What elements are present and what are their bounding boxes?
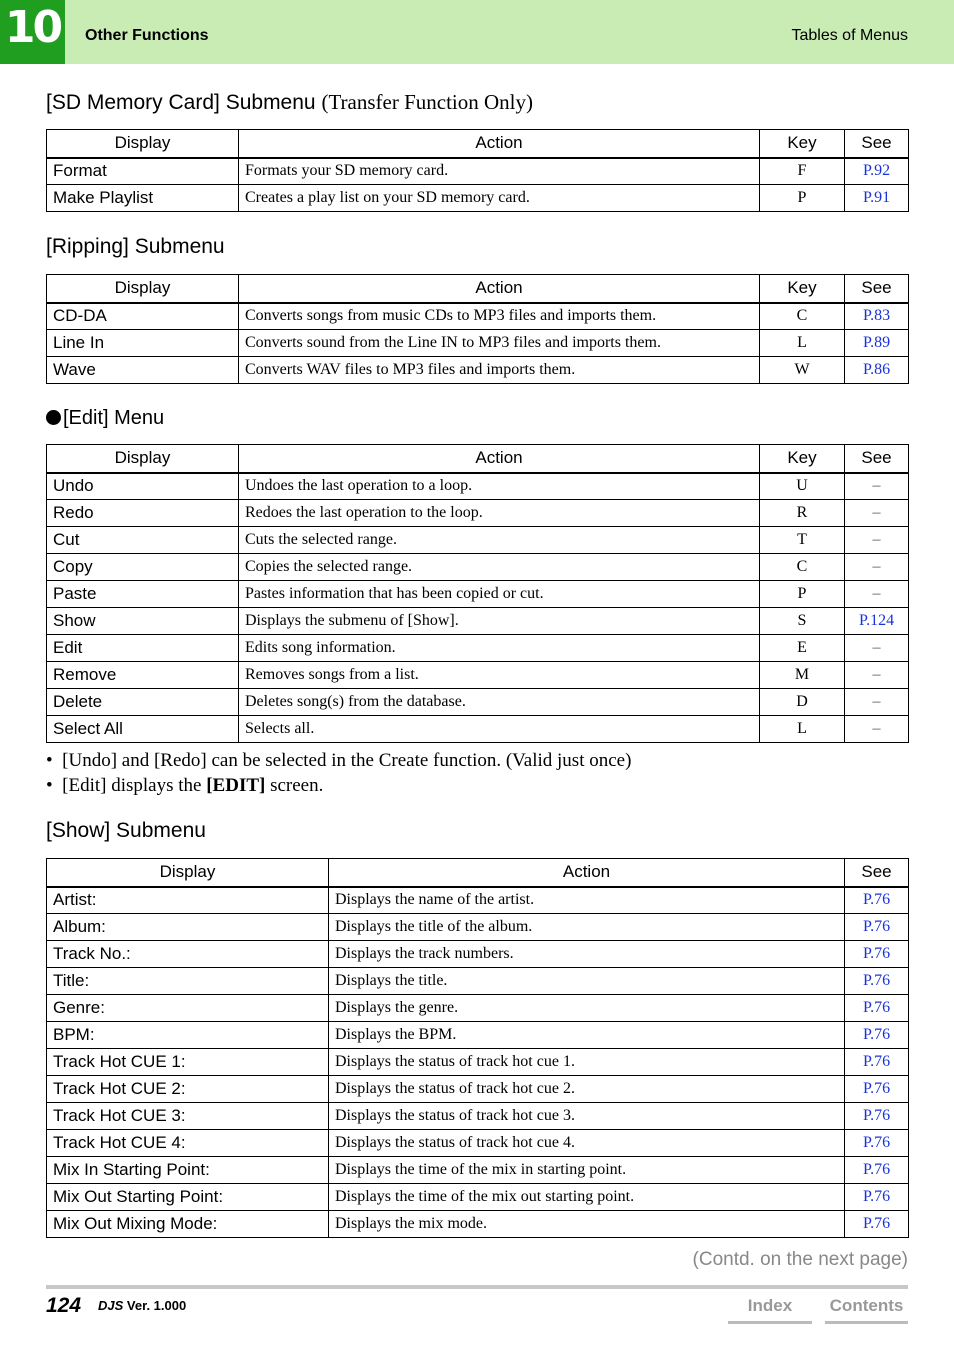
chapter-number: 10 [4, 2, 61, 53]
footer-rule [46, 1285, 908, 1289]
table-row [47, 330, 909, 357]
cell-key: L [760, 330, 845, 357]
cell-action: Displays the title. [329, 968, 845, 995]
cell-display: Show [47, 608, 239, 635]
cell-action: Deletes song(s) from the database. [239, 689, 760, 716]
cell-see: – [845, 662, 909, 689]
sd-title-text: [SD Memory Card] Submenu [46, 91, 316, 114]
table-row [47, 1130, 909, 1157]
cell-display: Cut [47, 527, 239, 554]
cell-action: Displays the title of the album. [329, 914, 845, 941]
column-header-see: See [845, 275, 909, 303]
ripping-section-title: [Ripping] Submenu [46, 235, 225, 258]
table-row [47, 357, 909, 384]
cell-see [845, 1130, 909, 1157]
cell-display: Mix In Starting Point: [47, 1157, 329, 1184]
page-header [0, 0, 954, 64]
sd-section-title [46, 90, 533, 115]
table-row [47, 1022, 909, 1049]
cell-see: – [845, 527, 909, 554]
edit-menu-table [46, 444, 909, 743]
cell-display: Format [47, 158, 239, 185]
page-reference-link[interactable]: P.76 [862, 972, 891, 989]
page-reference-link[interactable]: P.76 [862, 945, 891, 962]
cell-display: Title: [47, 968, 329, 995]
cell-action: Redoes the last operation to the loop. [239, 500, 760, 527]
table-row [47, 581, 909, 608]
cell-key: L [760, 716, 845, 743]
cell-action: Creates a play list on your SD memory card. [239, 185, 760, 212]
cell-display: Track Hot CUE 1: [47, 1049, 329, 1076]
cell-display: Track No.: [47, 941, 329, 968]
cell-display: Line In [47, 330, 239, 357]
cell-action: Displays the status of track hot cue 1. [329, 1049, 845, 1076]
cell-action: Displays the status of track hot cue 2. [329, 1076, 845, 1103]
cell-see: – [845, 689, 909, 716]
cell-action: Removes songs from a list. [239, 662, 760, 689]
table-row [47, 554, 909, 581]
page-reference-link[interactable]: P.124 [858, 612, 895, 629]
table-row [47, 968, 909, 995]
cell-see [845, 1022, 909, 1049]
table-row [47, 887, 909, 914]
cell-see [845, 995, 909, 1022]
section-name: Tables of Menus [791, 27, 908, 44]
cell-display: Album: [47, 914, 329, 941]
cell-see: – [845, 473, 909, 500]
cell-key: P [760, 581, 845, 608]
page-reference-link[interactable]: P.92 [862, 162, 891, 180]
table-row [47, 1076, 909, 1103]
cell-display: BPM: [47, 1022, 329, 1049]
cell-display: Undo [47, 473, 239, 500]
table-row [47, 473, 909, 500]
cell-action: Displays the name of the artist. [329, 887, 845, 914]
page-reference-link[interactable]: P.76 [862, 891, 891, 909]
cell-see [845, 914, 909, 941]
cell-see [845, 1076, 909, 1103]
show-section-title: [Show] Submenu [46, 819, 206, 842]
edit-notes [46, 748, 631, 798]
cell-see [845, 303, 909, 330]
page-reference-link[interactable]: P.76 [862, 999, 891, 1016]
cell-action: Converts WAV files to MP3 files and imports them. [239, 357, 760, 384]
cell-action: Displays the track numbers. [329, 941, 845, 968]
cell-action: Displays the status of track hot cue 4. [329, 1130, 845, 1157]
cell-action: Displays the submenu of [Show]. [239, 608, 760, 635]
cell-action: Undoes the last operation to a loop. [239, 473, 760, 500]
page-reference-link[interactable]: P.76 [862, 1080, 891, 1097]
cell-see [845, 1211, 909, 1238]
cell-action: Converts songs from music CDs to MP3 files and imports them. [239, 303, 760, 330]
cell-display: Make Playlist [47, 185, 239, 212]
page-reference-link[interactable]: P.76 [862, 1053, 891, 1070]
cell-display: Mix Out Starting Point: [47, 1184, 329, 1211]
page-reference-link[interactable]: P.91 [862, 189, 891, 206]
cell-action: Formats your SD memory card. [239, 158, 760, 185]
cell-display: Copy [47, 554, 239, 581]
cell-key: R [760, 500, 845, 527]
chapter-badge [0, 0, 65, 64]
table-row [47, 716, 909, 743]
cell-action: Displays the time of the mix out starting point. [329, 1184, 845, 1211]
version-label [98, 1298, 186, 1313]
page-reference-link[interactable]: P.89 [862, 334, 891, 351]
cell-display: Track Hot CUE 2: [47, 1076, 329, 1103]
cell-see [845, 357, 909, 384]
cell-display: Wave [47, 357, 239, 384]
table-row [47, 995, 909, 1022]
column-header-see: See [845, 859, 909, 887]
column-header-display: Display [47, 445, 239, 473]
cell-key: E [760, 635, 845, 662]
cell-display: CD-DA [47, 303, 239, 330]
cell-display: Edit [47, 635, 239, 662]
cell-see: – [845, 581, 909, 608]
table-header-row [47, 445, 909, 473]
bullet-icon [46, 410, 61, 425]
cell-display: Mix Out Mixing Mode: [47, 1211, 329, 1238]
table-row [47, 185, 909, 212]
chapter-title: Other Functions [85, 27, 209, 44]
page-reference-link[interactable]: P.76 [862, 918, 891, 935]
cell-display: Track Hot CUE 3: [47, 1103, 329, 1130]
cell-see [845, 941, 909, 968]
note-suffix: screen. [265, 775, 324, 796]
table-row [47, 1184, 909, 1211]
table-row [47, 941, 909, 968]
table-header-row [47, 275, 909, 303]
cell-key: T [760, 527, 845, 554]
table-row [47, 1049, 909, 1076]
column-header-action: Action [329, 859, 845, 887]
table-header-row [47, 130, 909, 158]
cell-action: Converts sound from the Line IN to MP3 files and imports them. [239, 330, 760, 357]
note-prefix: [Edit] displays the [62, 775, 207, 796]
cell-action: Copies the selected range. [239, 554, 760, 581]
cell-display: Delete [47, 689, 239, 716]
cell-key: P [760, 185, 845, 212]
cell-action: Pastes information that has been copied or cut. [239, 581, 760, 608]
page-reference-link[interactable]: P.76 [862, 1026, 891, 1043]
sd-subtitle-text: (Transfer Function Only) [321, 90, 533, 114]
table-row [47, 635, 909, 662]
cell-action: Displays the BPM. [329, 1022, 845, 1049]
cell-action: Edits song information. [239, 635, 760, 662]
table-row [47, 500, 909, 527]
table-row [47, 689, 909, 716]
contents-button[interactable]: Contents [825, 1294, 908, 1324]
cell-display: Track Hot CUE 4: [47, 1130, 329, 1157]
cell-display: Paste [47, 581, 239, 608]
product-name: DJS [98, 1298, 124, 1313]
cell-see [845, 1157, 909, 1184]
table-row [47, 608, 909, 635]
cell-key: S [760, 608, 845, 635]
cell-see [845, 608, 909, 635]
table-header-row [47, 859, 909, 887]
column-header-key: Key [760, 275, 845, 303]
column-header-display: Display [47, 275, 239, 303]
cell-display: Artist: [47, 887, 329, 914]
cell-key: C [760, 303, 845, 330]
page-reference-link[interactable]: P.76 [862, 1107, 891, 1124]
cell-see [845, 185, 909, 212]
table-row [47, 303, 909, 330]
table-row [47, 1211, 909, 1238]
page-reference-link[interactable]: P.83 [862, 307, 891, 325]
show-menu-table [46, 858, 909, 1238]
column-header-key: Key [760, 445, 845, 473]
cell-display: Select All [47, 716, 239, 743]
cell-see [845, 887, 909, 914]
column-header-display: Display [47, 859, 329, 887]
table-row [47, 158, 909, 185]
continued-note: (Contd. on the next page) [692, 1249, 908, 1270]
cell-action: Displays the mix mode. [329, 1211, 845, 1238]
index-button[interactable]: Index [728, 1294, 812, 1324]
cell-see [845, 1049, 909, 1076]
page-reference-link[interactable]: P.76 [862, 1161, 891, 1178]
note-item: • [Edit] displays the [EDIT] screen. [46, 775, 324, 796]
cell-see: – [845, 635, 909, 662]
column-header-key: Key [760, 130, 845, 158]
cell-see: – [845, 554, 909, 581]
page-reference-link[interactable]: P.76 [862, 1134, 891, 1151]
cell-action: Selects all. [239, 716, 760, 743]
cell-key: D [760, 689, 845, 716]
cell-see [845, 330, 909, 357]
cell-see: – [845, 500, 909, 527]
table-row [47, 527, 909, 554]
page-reference-link[interactable]: P.86 [862, 361, 891, 378]
column-header-see: See [845, 445, 909, 473]
sd-menu-table [46, 129, 909, 212]
table-row [47, 1157, 909, 1184]
table-row [47, 662, 909, 689]
cell-action: Displays the genre. [329, 995, 845, 1022]
page-number: 124 [46, 1294, 82, 1317]
cell-key: U [760, 473, 845, 500]
cell-key: C [760, 554, 845, 581]
note-bold: [EDIT] [206, 775, 266, 796]
edit-title-text: [Edit] Menu [63, 407, 165, 429]
cell-see: – [845, 716, 909, 743]
column-header-see: See [845, 130, 909, 158]
column-header-display: Display [47, 130, 239, 158]
cell-action: Displays the status of track hot cue 3. [329, 1103, 845, 1130]
edit-section-title [46, 407, 164, 430]
cell-see [845, 1184, 909, 1211]
cell-see [845, 1103, 909, 1130]
cell-display: Remove [47, 662, 239, 689]
note-item: • [Undo] and [Redo] can be selected in the Create function. (Valid just once) [46, 750, 632, 771]
table-row [47, 1103, 909, 1130]
cell-see [845, 158, 909, 185]
cell-key: W [760, 357, 845, 384]
cell-action: Displays the time of the mix in starting point. [329, 1157, 845, 1184]
page-reference-link[interactable]: P.76 [862, 1215, 891, 1232]
ripping-menu-table [46, 274, 909, 384]
column-header-action: Action [239, 275, 760, 303]
cell-key: F [760, 158, 845, 185]
cell-key: M [760, 662, 845, 689]
cell-action: Cuts the selected range. [239, 527, 760, 554]
note-text: [Undo] and [Redo] can be selected in the Create function. (Valid just once) [62, 750, 632, 771]
page-reference-link[interactable]: P.76 [862, 1188, 891, 1205]
table-row [47, 914, 909, 941]
version-text: Ver. 1.000 [126, 1298, 187, 1313]
cell-display: Redo [47, 500, 239, 527]
column-header-action: Action [239, 445, 760, 473]
cell-display: Genre: [47, 995, 329, 1022]
column-header-action: Action [239, 130, 760, 158]
cell-see [845, 968, 909, 995]
